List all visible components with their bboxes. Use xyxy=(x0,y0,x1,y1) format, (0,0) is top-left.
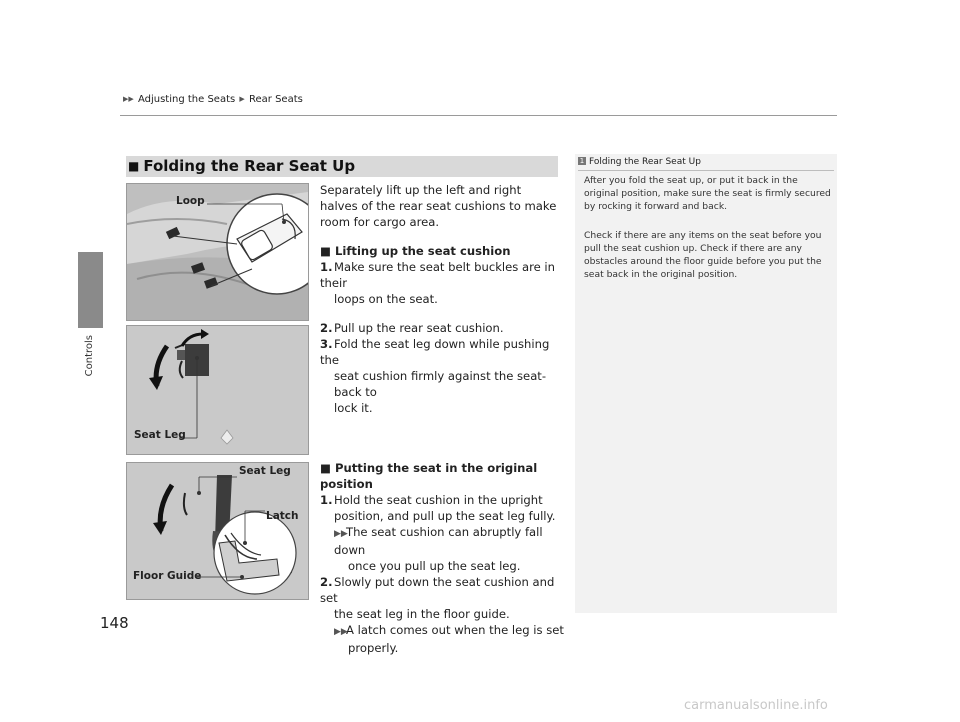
step-number: 3. xyxy=(320,337,333,351)
restore-section xyxy=(320,460,565,656)
label-seat-leg: Seat Leg xyxy=(134,429,186,441)
label-latch: Latch xyxy=(266,510,299,522)
seat-belt-loop-illustration xyxy=(127,184,308,320)
note-title xyxy=(578,157,701,167)
step-text: position, and pull up the seat leg fully. xyxy=(334,509,556,523)
header-divider xyxy=(120,115,837,116)
section-title-text: Folding the Rear Seat Up xyxy=(143,157,356,175)
step-text: Fold the seat leg down while pushing the xyxy=(320,337,550,367)
note-title-text: Folding the Rear Seat Up xyxy=(589,157,701,167)
note-line: Check if there are any items on the seat before you xyxy=(584,230,822,241)
note-divider xyxy=(578,170,834,171)
breadcrumb-arrow-icon: ▶▶ xyxy=(123,95,134,103)
note-line: seat back in the original position. xyxy=(584,269,738,280)
label-loop: Loop xyxy=(176,195,205,207)
intro-paragraph xyxy=(320,182,560,230)
breadcrumb xyxy=(122,94,303,105)
note-line: pull the seat cushion up. Check if there are any xyxy=(584,243,802,254)
restore-step-1-note xyxy=(320,524,565,558)
sidebar-tab xyxy=(78,252,103,328)
note-box xyxy=(575,154,837,613)
lift-step-3 xyxy=(320,336,565,368)
step-text: Pull up the rear seat cushion. xyxy=(334,321,504,335)
page-number: 148 xyxy=(100,614,129,632)
step-text: Slowly put down the seat cushion and set xyxy=(320,575,555,605)
sidebar-label: Controls xyxy=(84,335,95,377)
restore-step-1 xyxy=(320,492,565,508)
step-text: Hold the seat cushion in the upright xyxy=(334,493,543,507)
note-line: obstacles around the floor guide before you put the xyxy=(584,256,822,267)
step-note-text: A latch comes out when the leg is set xyxy=(346,623,564,637)
label-floor-guide: Floor Guide xyxy=(133,570,202,582)
section-title xyxy=(128,157,355,175)
step-number: 2. xyxy=(320,321,333,335)
result-arrow-icon: ▶▶ xyxy=(334,627,348,637)
note-line: original position, make sure the seat is firmly secured xyxy=(584,188,831,199)
step-number: 2. xyxy=(320,575,333,589)
note-paragraph-2 xyxy=(584,229,834,281)
note-reference-icon: 1 xyxy=(579,157,585,165)
note-line: After you fold the seat up, or put it back in the xyxy=(584,175,798,186)
lift-step-1 xyxy=(320,259,565,291)
step-text: lock it. xyxy=(334,401,373,415)
watermark: carmanualsonline.info xyxy=(684,698,828,713)
lift-heading-text: Lifting up the seat cushion xyxy=(335,244,511,258)
lift-step-2 xyxy=(320,320,565,336)
restore-heading xyxy=(320,460,565,492)
breadcrumb-item-adjusting-seats[interactable]: Adjusting the Seats xyxy=(137,94,236,105)
note-paragraph-1 xyxy=(584,174,834,213)
step-note-text: properly. xyxy=(348,641,399,655)
breadcrumb-item-rear-seats[interactable]: Rear Seats xyxy=(249,94,303,105)
step-note-text: The seat cushion can abruptly fall down xyxy=(334,525,543,557)
intro-text: Separately lift up the left and right halves of the rear seat cushions to make room for cargo area. xyxy=(320,183,557,229)
heading-marker-icon: ■ xyxy=(320,244,331,258)
figure-seat-belt-loop xyxy=(126,183,309,321)
lift-section xyxy=(320,243,565,307)
step-text: seat cushion firmly against the seat-back to xyxy=(334,369,547,399)
step-text: Make sure the seat belt buckles are in their xyxy=(320,260,555,290)
step-number: 1. xyxy=(320,493,333,507)
section-marker-icon: ■ xyxy=(128,159,140,173)
step-note-text: once you pull up the seat leg. xyxy=(348,559,521,573)
step-number: 1. xyxy=(320,260,333,274)
breadcrumb-arrow-icon: ▶ xyxy=(239,95,245,103)
step-text: the seat leg in the floor guide. xyxy=(334,607,510,621)
result-arrow-icon: ▶▶ xyxy=(334,529,348,539)
step-text: loops on the seat. xyxy=(334,292,438,306)
restore-heading-text: Putting the seat in the original position xyxy=(320,461,538,491)
restore-step-2-note xyxy=(320,622,565,640)
label-seat-leg-2: Seat Leg xyxy=(239,465,291,477)
note-line: by rocking it forward and back. xyxy=(584,201,728,212)
restore-step-2 xyxy=(320,574,565,606)
lift-heading xyxy=(320,243,565,259)
heading-marker-icon: ■ xyxy=(320,461,331,475)
lift-steps-2-3 xyxy=(320,320,565,416)
